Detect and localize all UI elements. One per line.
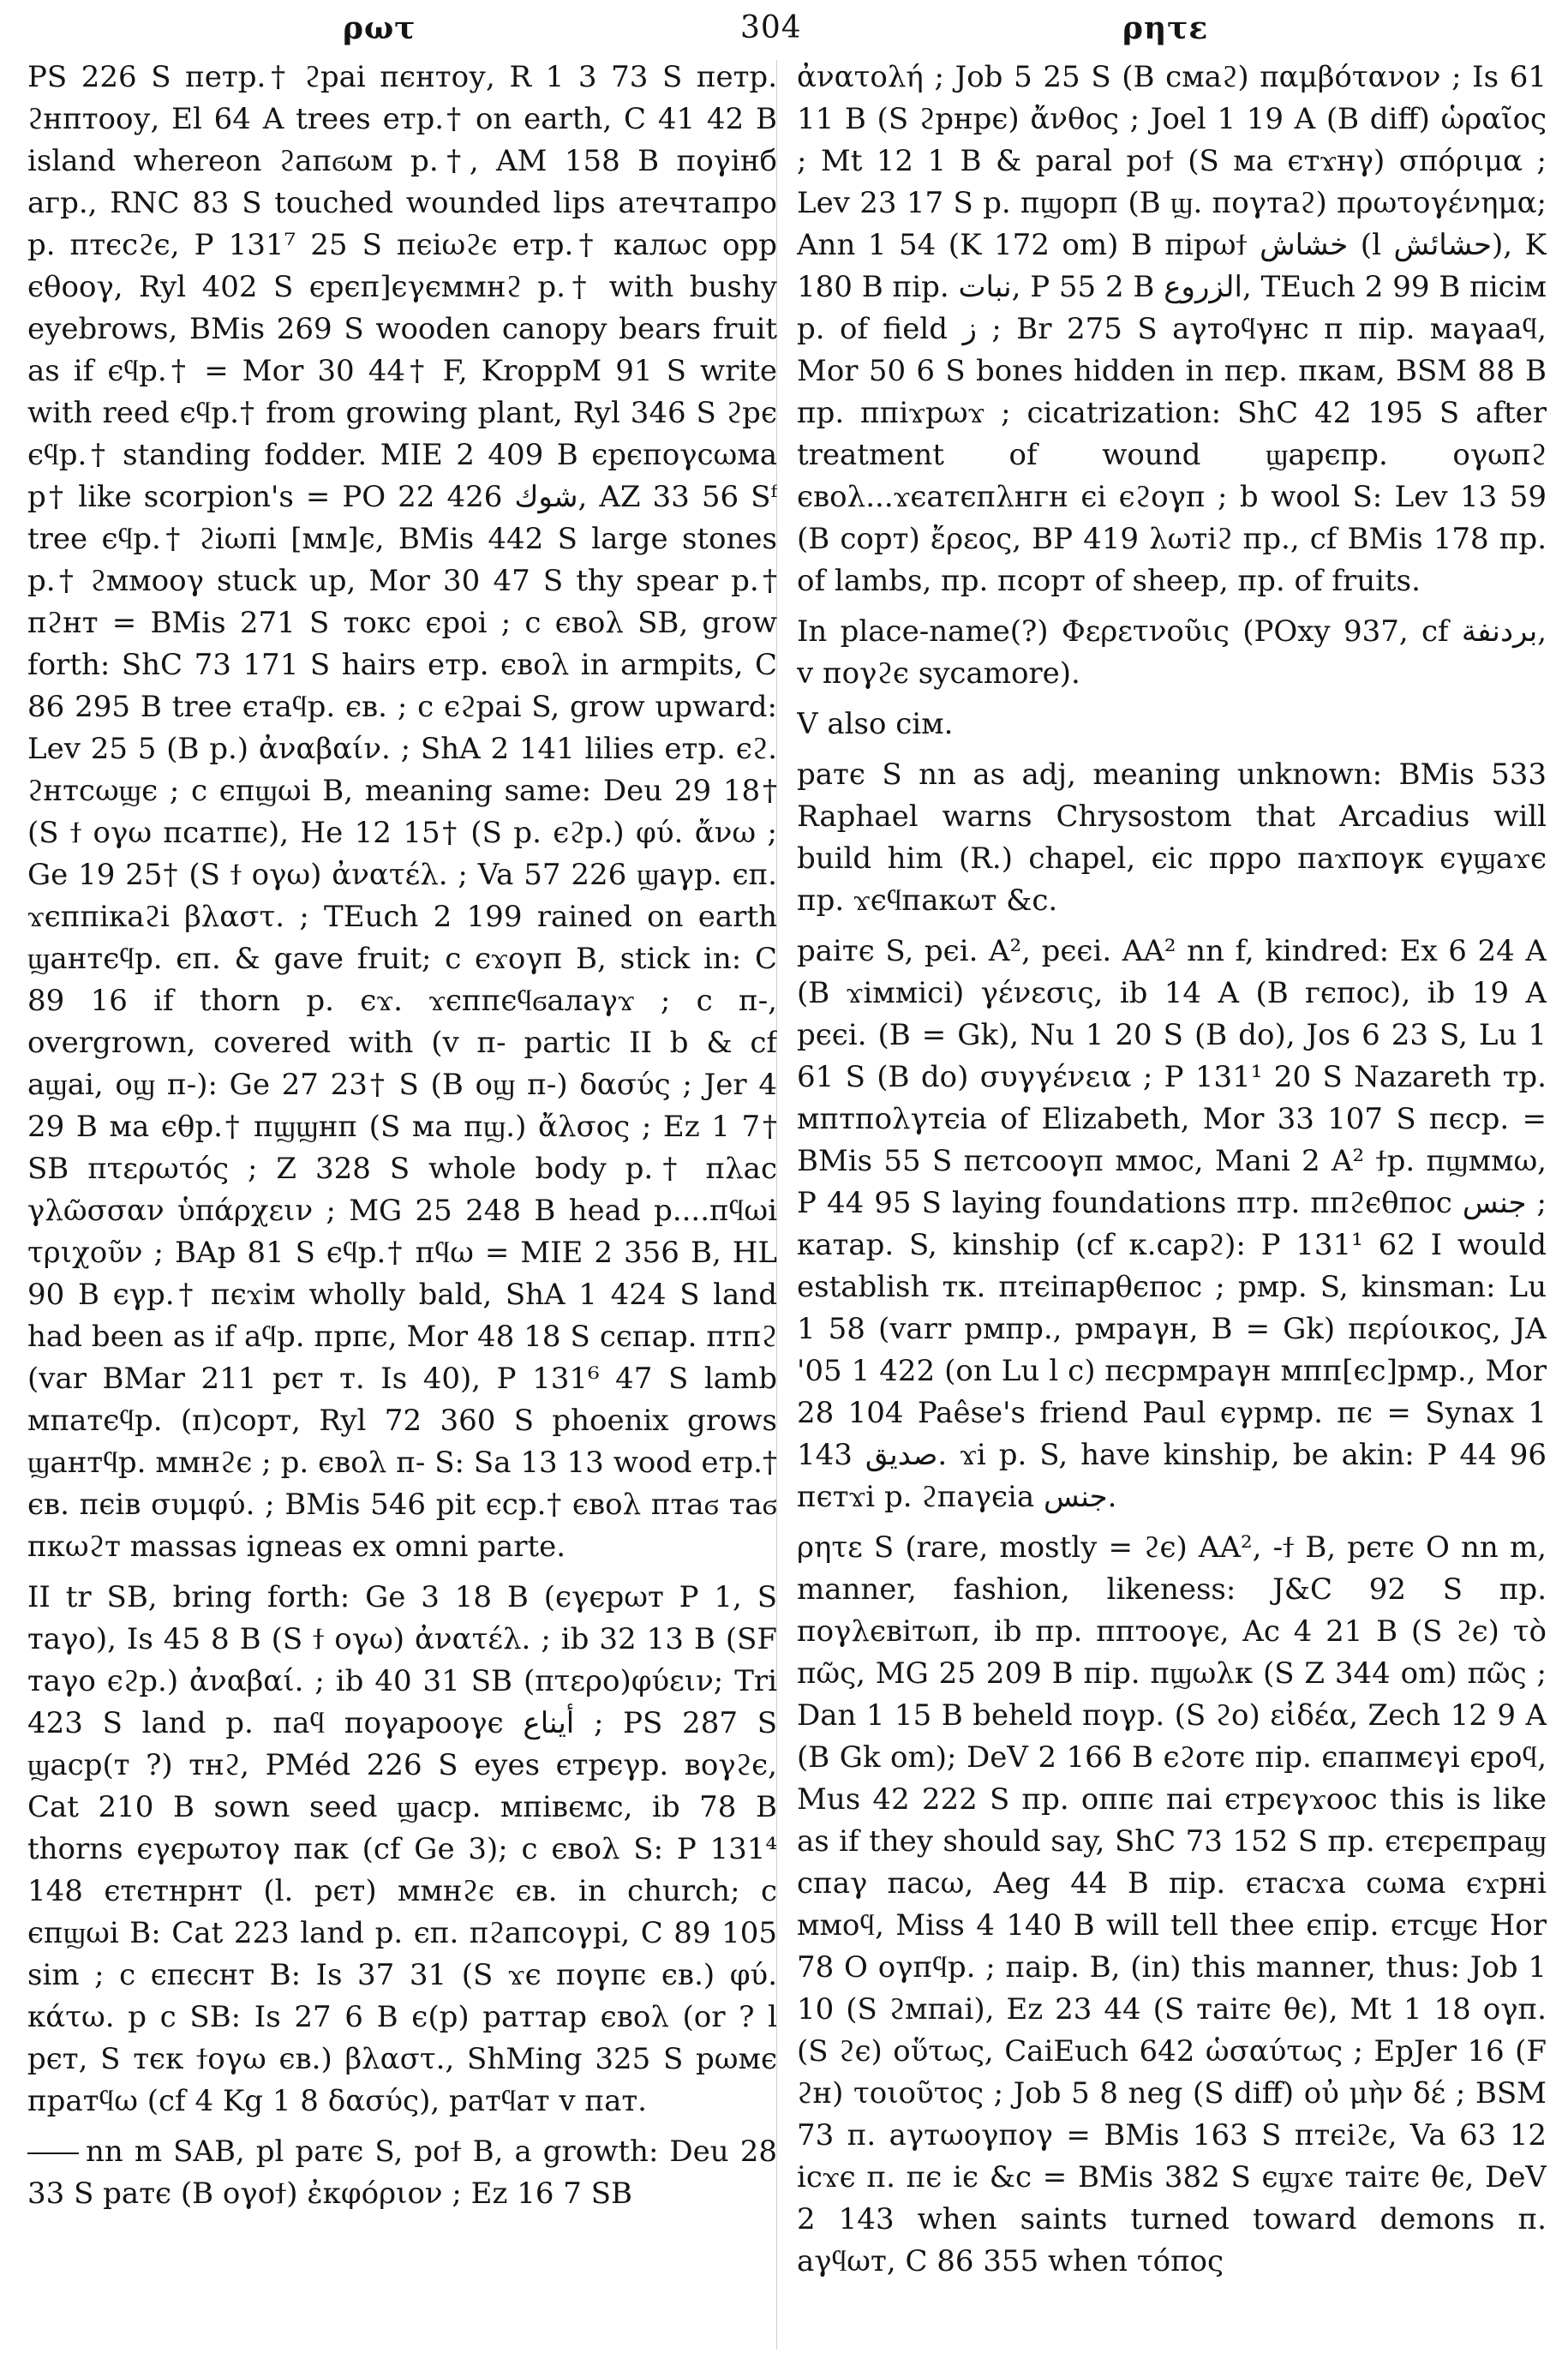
right-column bbox=[797, 57, 1547, 2353]
em-dash-rule bbox=[27, 2152, 79, 2154]
paragraph-text: nn m SAB, pl ратє S, роϯ B, a growth: Deu 28 33 S ратє (B оγоϯ) ἐκφόριον ; Ez 16 7 SB bbox=[27, 2134, 777, 2211]
paragraph: V also сім. bbox=[797, 707, 954, 741]
paragraph-with-dash bbox=[27, 2131, 777, 2215]
page-number: 304 bbox=[740, 10, 802, 45]
paragraph: PS 226 S петр.† ϩраі пєнтоу, R 1 3 73 S петр. ϩнптооу, El 64 A trees етр.† on earth, C 41 42 B island whereon ϩапϭωм р.†, AM 158 B пογінб агр., RNC 83 S touched wounded lips атечтапро р. птєсϩє, P 131⁷ 25 S пєіωϩє етр.† калωс opp єθооγ, Ryl 402 S єрєп]єγєммнϩ р.† with bushy eyebrows, BMis 269 S wooden canopy bears fruit as if єϥр.† = Mor 30 44† F, KroppM 91 S write with reed єϥр.† from growing plant, Ryl 346 S ϩрє єϥр.† standing fodder. MIE 2 409 B єрєпоγсωма р† like scorpion's = PO 22 426 ‫شوك‬, AZ 33 56 Sᶠ tree єϥр.† ϩіωпі [мм]є, BMis 442 S large stones р.† ϩммооγ stuck up, Mor 30 47 S thy spear р.† пϩнт = BMis 271 S токс єроі ; c євоλ SB, grow forth: ShC 73 171 S hairs етр. євоλ in armpits, C 86 295 B tree єтаϥр. єв. ; c єϩраі S, grow upward: Lev 25 5 (B р.) ἀναβαίν. ; ShA 2 141 lilies етр. єϩ. ϩнтсωϣє ; c єпϣωі B, meaning same: Deu 29 18† (S ϯ оγω псатпє), He 12 15† (S р. єϩр.) φύ. ἄνω ; Ge 19 25† (S ϯ оγω) ἀνατέλ. ; Va 57 226 ϣаγр. єп. ϫєппікаϩі βλαστ. ; TEuch 2 199 rained on earth ϣантєϥр. єп. & gave fruit; c єϫоγп B, stick in: C 89 16 if thorn р. єϫ. ϫєппєϥϭалаγϫ ; c п-, overgrown, covered with (v п- partic II b & cf аϣаі, оϣ п-): Ge 27 23† S (B оϣ п-) δασύς ; Jer 4 29 B ма єθр.† пϣϣнп (S ма пϣ.) ἄλσος ; Ez 1 7† SB πτερωτός ; Z 328 S whole body р.† пλас γλῶσσαν ὑπάρχειν ; MG 25 248 B head р....пϥωі τριχοῦν ; BAp 81 S єϥр.† пϥω = MIE 2 356 B, HL 90 B єγр.† пєϫім wholly bald, ShA 1 424 S land had been as if аϥр. прпє, Mor 48 18 S сєпар. птпϩ (var BMar 211 рєт т. Is 40), P 131⁶ 47 S lamb мпатєϥр. (п)сорт, Ryl 72 360 S phoenix grows ϣантϥр. ммнϩє ; р. євоλ п- S: Sa 13 13 wood етр.† єв. пєів συμφύ. ; BMis 546 pit єср.† євоλ птаϭ таϭ пкωϩт massas igneas ex omni parte. bbox=[27, 60, 777, 1564]
header-right-word: ρητε bbox=[1122, 10, 1209, 46]
entry-rate: ратє S nn as adj, meaning unknown: BMis 533 Raphael warns Chrysostom that Arcadius will build him (R.) chapel, єіс пρро паϫпоγк єγϣаϫє пр. ϫєϥпакωт &c. bbox=[797, 757, 1547, 918]
entry-rhte: ρητε S (rare, mostly = ϩє) AA², -ϯ B, рєтє O nn m, manner, fashion, likeness: J&C 92 S пр. поγλєвітωп, ib пр. пптооγє, Ac 4 21 B (S ϩє) τὸ πῶς, MG 25 209 B пір. пϣωλк (S Z 344 om) πῶς ; Dan 1 15 B beheld поγр. (S ϩо) εἰδέα, Zech 12 9 A (B Gk om); DeV 2 166 B єϩотє пір. єпапмєγі єроϥ, Mus 42 222 S пр. оппє паі єтрєγϫоос this is like as if they should say, ShC 73 152 S пр. єтєрєпраϣ спаγ пасω, Aeg 44 B пір. єтасϫа сωма єϫрні ммоϥ, Miss 4 140 B will tell thee єпір. єтсϣє Hor 78 O оγпϥр. ; паір. B, (in) this manner, thus: Job 1 10 (S ϩмпаі), Ez 23 44 (S таітє θє), Mt 1 18 оγп. (S ϩє) οὕτως, CaiEuch 642 ὡσαύτως ; EpJer 16 (F ϩн) τοιοῦτος ; Job 5 8 neg (S diff) οὐ μὴν δέ ; BSM 73 п. аγтωоγпоγ = BMis 163 S птєіϩє, Va 63 12 іϲϫє п. пє іє &c = BMis 382 S єϣϫє таітє θє, DeV 2 143 when saints turned toward demons п. аγϥωт, C 86 355 when τόπος bbox=[797, 1530, 1547, 2278]
header-left-word: ρωτ bbox=[343, 10, 416, 46]
page-header bbox=[0, 5, 1568, 57]
paragraph: ἀνατολή ; Job 5 25 S (B смаϩ) παμβότανον ; Is 61 11 B (S ϩрнрє) ἄνθος ; Joel 1 19 A (B diff) ὡραῖος ; Mt 12 1 B & paral роϯ (S ма єтϫнγ) σπόριμα ; Lev 23 17 S р. пϣорп (B ϣ. поγтаϩ) πρωτογένημα; Ann 1 54 (K 172 om) B пірωϯ ‫خشاش‬ (l ‫حشائش‬), K 180 B пір. ‫نبات‬, P 55 2 B ‫الزروع‬, TEuch 2 99 B пісім р. of field ‫ز‬ ; Br 275 S аγтоϥγнс п пір. маγааϥ, Mor 50 6 S bones hidden in пєр. пкам, BSM 88 B пр. ппіϫрωϫ ; cicatrization: ShC 42 195 S after treatment of wound ϣарєпр. оγωпϩ євоλ...ϫєатєпλнгн єі єϩоγп ; b wool S: Lev 13 59 (B сорт) ἔρεος, BP 419 λωтіϩ пр., cf BMis 178 пр. of lambs, пр. псорт of sheep, пр. of fruits. bbox=[797, 60, 1547, 598]
paragraph: In place-name(?) Φερετνοῦις (POxy 937, cf ‫بردنفة‬, v поγϩє sycamore). bbox=[797, 614, 1547, 691]
left-column bbox=[27, 57, 777, 2353]
paragraph: II tr SB, bring forth: Ge 3 18 B (єγєрωт P 1, S таγо), Is 45 8 B (S ϯ оγω) ἀνατέλ. ; ib 32 13 B (SF таγо єϩр.) ἀναβαί. ; ib 40 31 SB (πτερο)φύειν; Tri 423 S land р. паϥ поγарооγє ‫أيناع‬ ; PS 287 S ϣаср(т ?) тнϩ, PMéd 226 S eyes єтрєγр. воγϩє, Cat 210 B sown seed ϣаср. мпівємс, ib 78 B thorns єγєрωтоγ пак (cf Ge 3); c євоλ S: P 131⁴ 148 єтєтнрнт (l. рєт) ммнϩє єв. in church; c єпϣωі B: Cat 223 land р. єп. пϩапсоγрі, C 89 105 sim ; c єпєснт B: Is 37 31 (S ϫє поγпє єв.) φύ. κάτω. р c SB: Is 27 6 B є(р) раттар євоλ (or ? l рєт, S тєк ϯоγω єв.) βλαστ., ShMing 325 S рωмє пратϥω (cf 4 Kg 1 8 δασύς), ратϥат v пат. bbox=[27, 1580, 777, 2118]
entry-raite: раітє S, рєі. A², рєєі. AA² nn f, kindred: Ex 6 24 A (B ϫіммісі) γένεσις, ib 14 A (B гєпос), ib 19 A рєєі. (B = Gk), Nu 1 20 S (B do), Jos 6 23 S, Lu 1 61 S (B do) συγγένεια ; P 131¹ 20 S Nazareth тр. мптпоλγтєіа of Elizabeth, Mor 33 107 S пєср. = BMis 55 S пєтсооγп ммос, Mani 2 A² ϯр. пϣммω, P 44 95 S laying foundations птр. ппϩєθпос ‫جنس‬ ; катар. S, kinship (cf к.сарϩ): P 131¹ 62 I would establish тк. птєіпарθєпос ; рмр. S, kinsman: Lu 1 58 (varr рмпр., рмраγн, B = Gk) περίοικος, JA '05 1 422 (on Lu l c) пєсрмраγн мпп[єс]рмр., Mor 28 104 Paêse's friend Paul єγрмр. пє = Synax 1 143 ‫صديق‬. ϫі р. S, have kinship, be akin: P 44 96 пєтϫі р. ϩпаγєіа ‫جنس‬. bbox=[797, 934, 1547, 1514]
